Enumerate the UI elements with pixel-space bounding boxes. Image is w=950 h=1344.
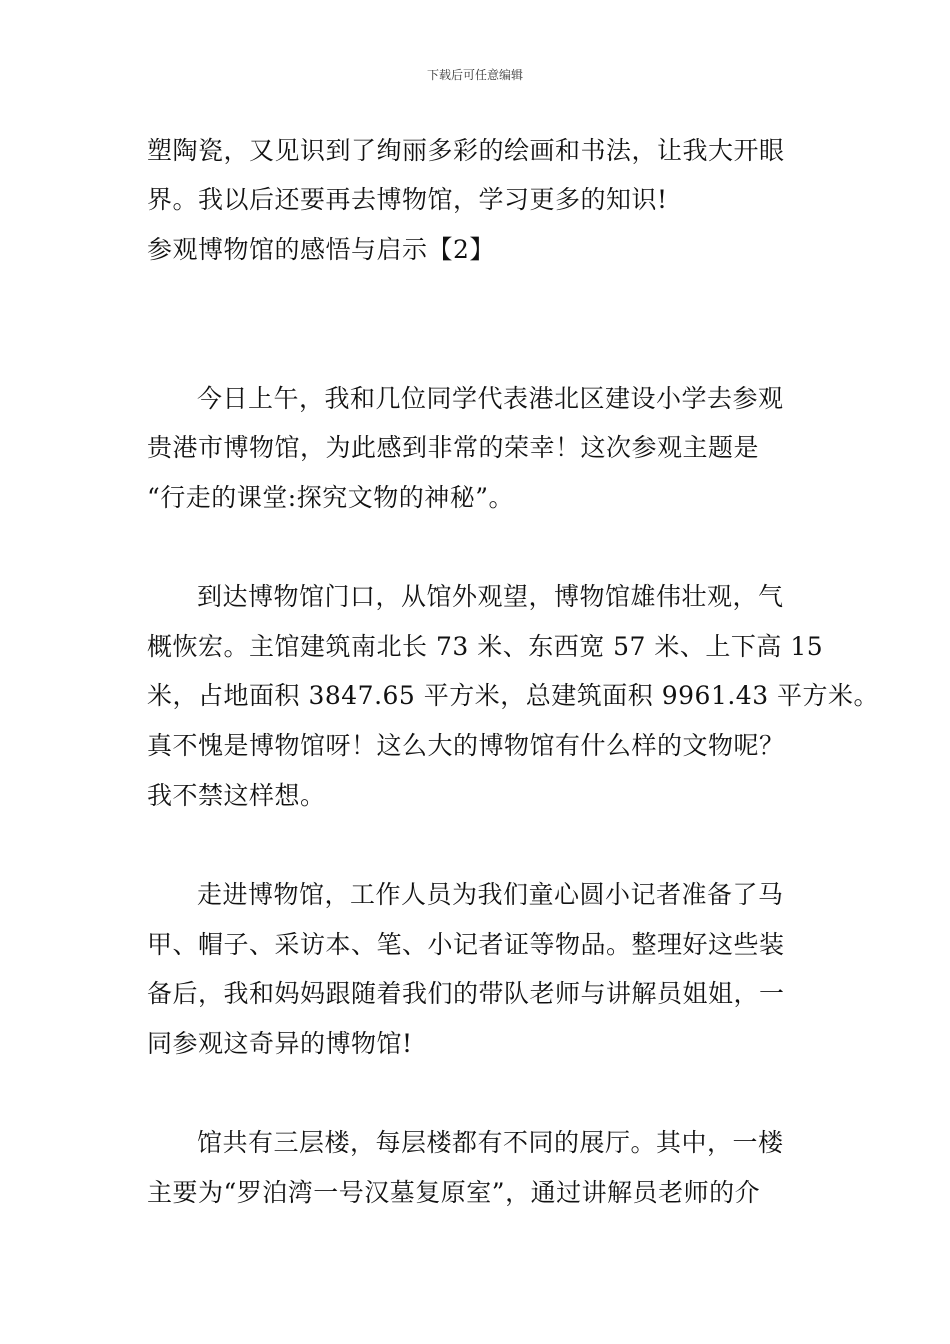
paragraph-line: 同参观这奇异的博物馆!	[147, 1029, 413, 1058]
paragraph-line: 馆共有三层楼，每层楼都有不同的展厅。其中，一楼	[197, 1128, 784, 1157]
paragraph-line: 概恢宏。主馆建筑南北长 73 米、东西宽 57 米、上下高 15	[147, 632, 824, 661]
paragraph-line: 米，占地面积 3847.65 平方米，总建筑面积 9961.43 平方米。	[147, 681, 880, 710]
paragraph-line: 今日上午，我和几位同学代表港北区建设小学去参观	[197, 384, 784, 413]
paragraph-line: 备后，我和妈妈跟随着我们的带队老师与讲解员姐姐，一	[147, 979, 785, 1008]
page-header: 下载后可任意编辑	[426, 68, 523, 82]
paragraph-line: 真不愧是博物馆呀！这么大的博物馆有什么样的文物呢？	[147, 731, 785, 760]
section-title: 参观博物馆的感悟与启示【2】	[147, 235, 495, 264]
paragraph-line: “行走的课堂:探究文物的神秘”。	[147, 483, 514, 512]
paragraph-line: 甲、帽子、采访本、笔、小记者证等物品。整理好这些装	[147, 930, 785, 959]
paragraph-line: 主要为“罗泊湾一号汉墓复原室”，通过讲解员老师的介	[147, 1178, 761, 1207]
paragraph-line: 走进博物馆，工作人员为我们童心圆小记者准备了马	[197, 880, 784, 909]
paragraph-line: 界。我以后还要再去博物馆，学习更多的知识!	[147, 185, 668, 214]
paragraph-line: 贵港市博物馆，为此感到非常的荣幸！这次参观主题是	[147, 433, 760, 462]
paragraph-line: 我不禁这样想。	[147, 781, 326, 810]
paragraph-line: 塑陶瓷，又见识到了绚丽多彩的绘画和书法，让我大开眼	[147, 136, 785, 165]
paragraph-line: 到达博物馆门口，从馆外观望，博物馆雄伟壮观，气	[197, 582, 784, 611]
